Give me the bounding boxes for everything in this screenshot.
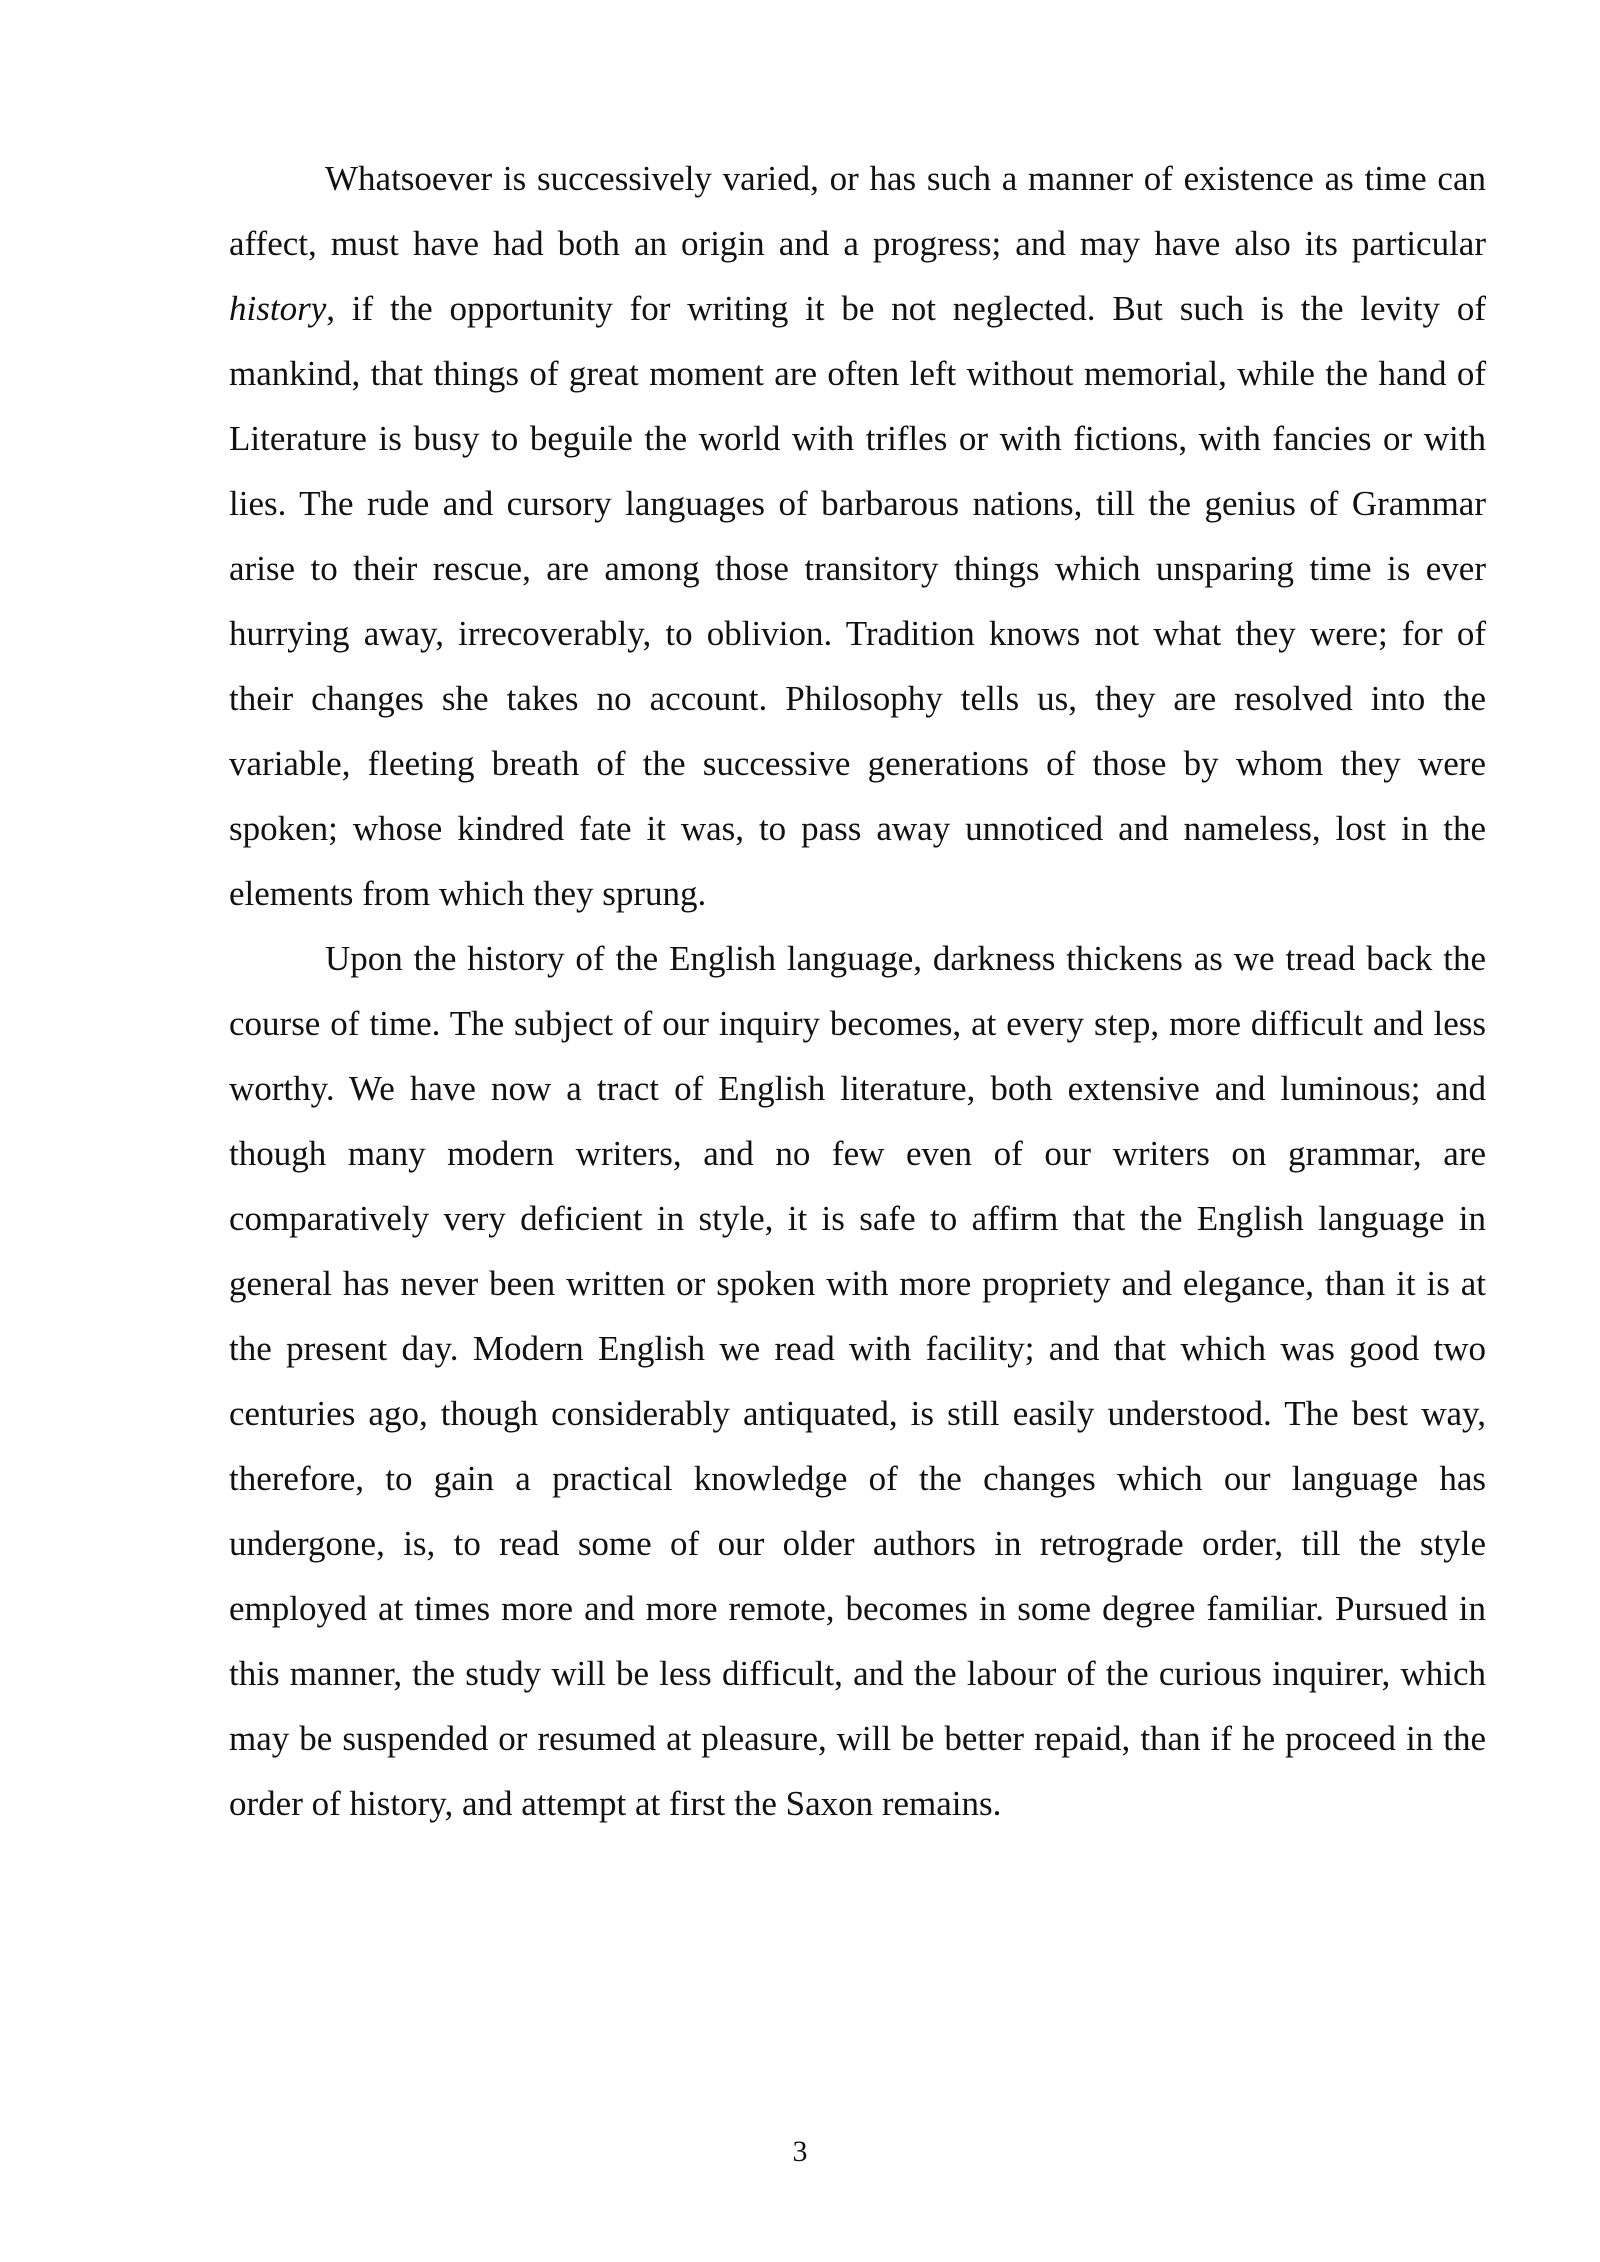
body-text [229, 146, 1486, 1836]
paragraph-1-text-start: Whatsoever is successively varied, or has such a manner of existence as time can affect, must have had both an origin and a progress; and may have also its particular [229, 159, 1486, 263]
paragraph-1-text-end: , if the opportunity for writing it be not neglected. But such is the levity of mankind, that things of great moment are often left without memorial, while the hand of Literature is busy to beguile the world with trifles or with fictions, with fancies or with lies. The rude and cursory languages of barbarous nations, till the genius of Grammar arise to their rescue, are among those transitory things which unsparing time is ever hurrying away, irrecoverably, to oblivion. Tradition knows not what they were; for of their changes she takes no account. Philosophy tells us, they are resolved into the variable, fleeting breath of the successive generations of those by whom they were spoken; whose kindred fate it was, to pass away unnoticed and nameless, lost in the elements from which they sprung. [229, 289, 1486, 913]
paragraph-2: Upon the history of the English language, darkness thickens as we tread back the course of time. The subject of our inquiry becomes, at every step, more difficult and less worthy. We have now a tract of English literature, both extensive and luminous; and though many modern writers, and no few even of our writers on grammar, are comparatively very deficient in style, it is safe to affirm that the English language in general has never been written or spoken with more propriety and elegance, than it is at the present day. Modern English we read with facility; and that which was good two centuries ago, though considerably antiquated, is still easily understood. The best way, therefore, to gain a practical knowledge of the changes which our language has undergone, is, to read some of our older authors in retrograde order, till the style employed at times more and more remote, becomes in some degree familiar. Pursued in this manner, the study will be less difficult, and the labour of the curious inquirer, which may be suspended or resumed at pleasure, will be better repaid, than if he proceed in the order of history, and attempt at first the Saxon remains. [229, 939, 1486, 1823]
paragraph-1 [229, 146, 1486, 926]
page-number: 3 [792, 2135, 808, 2168]
paragraph-1-italic-word: history [229, 289, 327, 328]
